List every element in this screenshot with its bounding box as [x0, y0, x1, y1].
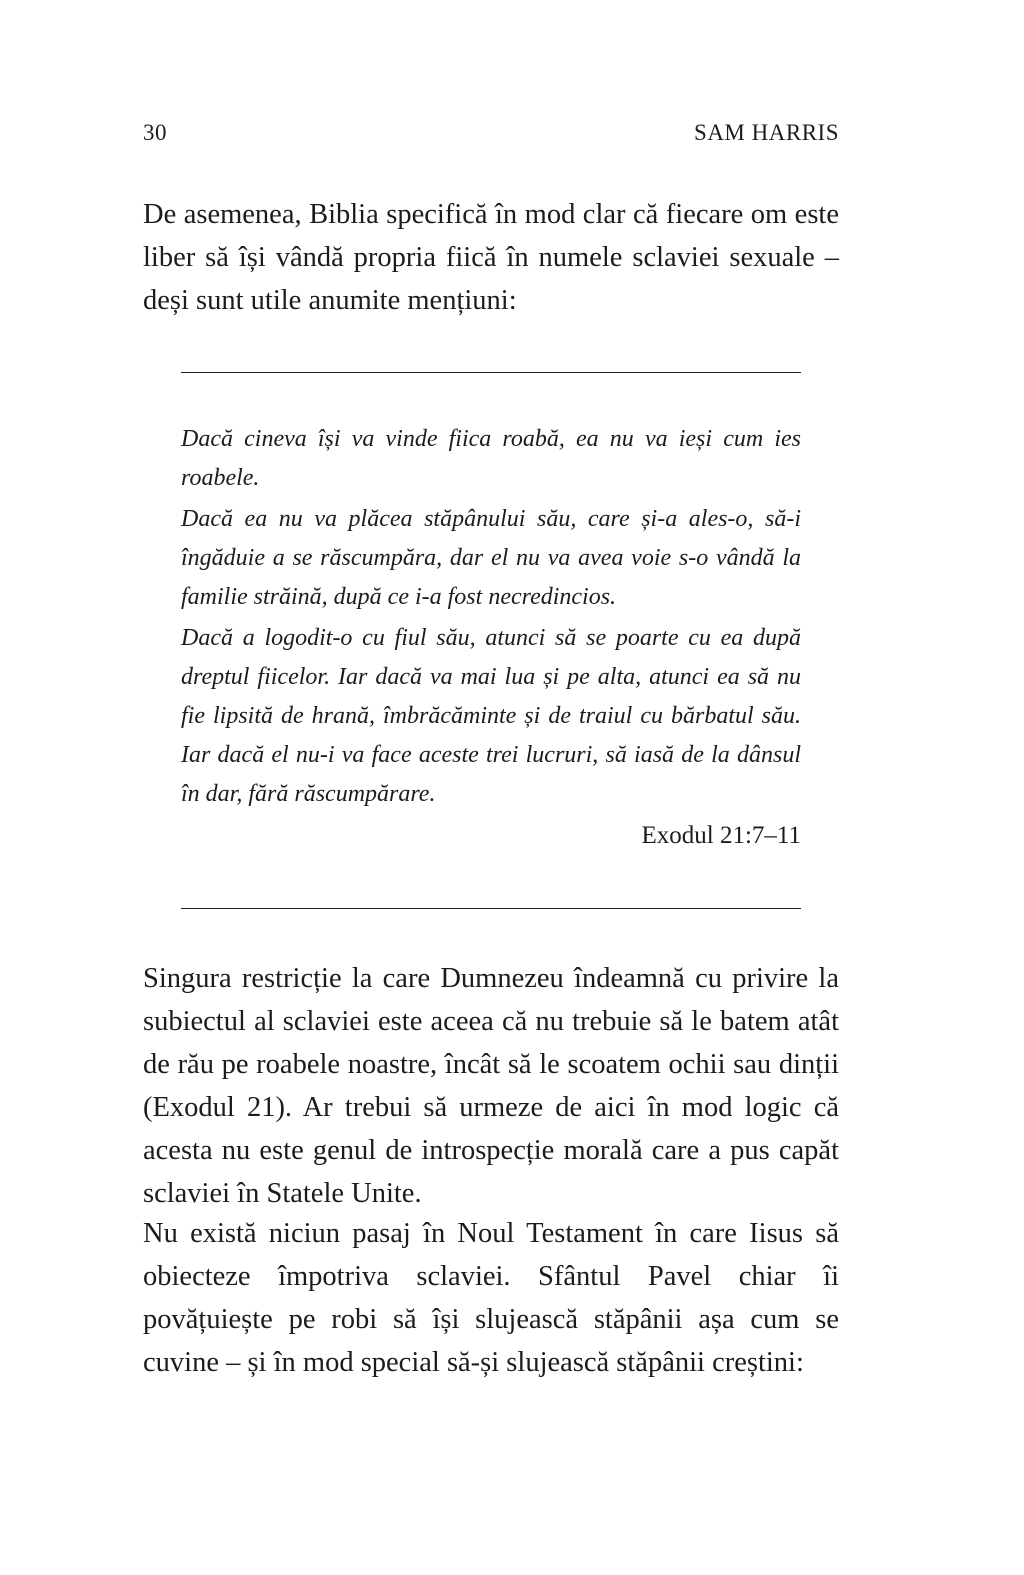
- quote-verse-3: Dacă a logodit-o cu fiul său, atunci să se poarte cu ea după dreptul fiicelor. Iar dacă va mai lua și pe alta, atunci ea să nu fie lipsită de hrană, îmbrăcăminte și de traiul cu bărbatul său. Iar dacă el nu-i va face aceste trei lucruri, să iasă de la dânsul în dar, fără răscumpărare.: [181, 625, 801, 807]
- page-header: [143, 120, 839, 152]
- quote-bottom-rule: [181, 908, 801, 909]
- page-number: 30: [143, 120, 167, 145]
- intro-paragraph: De asemenea, Biblia specifică în mod clar că fiecare om este liber să își vândă propria fiică în numele sclaviei sexuale – deși sunt utile anumite mențiuni:: [143, 199, 839, 316]
- quote-verse-1: Dacă cineva își va vinde fiica roabă, ea nu va ieși cum ies roabele.: [181, 426, 801, 491]
- quote-top-rule: [181, 372, 801, 373]
- quote-citation: Exodul 21:7–11: [641, 822, 801, 849]
- body-paragraph-2: Nu există niciun pasaj în Noul Testament în care Iisus să obiecteze împotriva sclaviei. Sfântul Pavel chiar îi povățuiește pe robi să își slujească stăpânii așa cum se cuvine – și în mod special să-și slujească stăpânii creștini:: [143, 1218, 839, 1378]
- quote-verse-2: Dacă ea nu va plăcea stăpânului său, care și-a ales-o, să-i îngăduie a se răscumpăra, dar el nu va avea voie s-o vândă la familie străină, după ce i-a fost necredincios.: [181, 506, 801, 610]
- block-quote: [181, 420, 801, 856]
- running-head: SAM HARRIS: [694, 120, 839, 145]
- body-paragraph-1: Singura restricție la care Dumnezeu îndeamnă cu privire la subiectul al sclaviei este aceea că nu trebuie să le batem atât de rău pe roabele noastre, încât să le scoatem ochii sau dinții (Exodul 21). Ar trebui să urmeze de aici în mod logic că acesta nu este genul de introspecție morală care a pus capăt sclaviei în Statele Unite.: [143, 963, 839, 1209]
